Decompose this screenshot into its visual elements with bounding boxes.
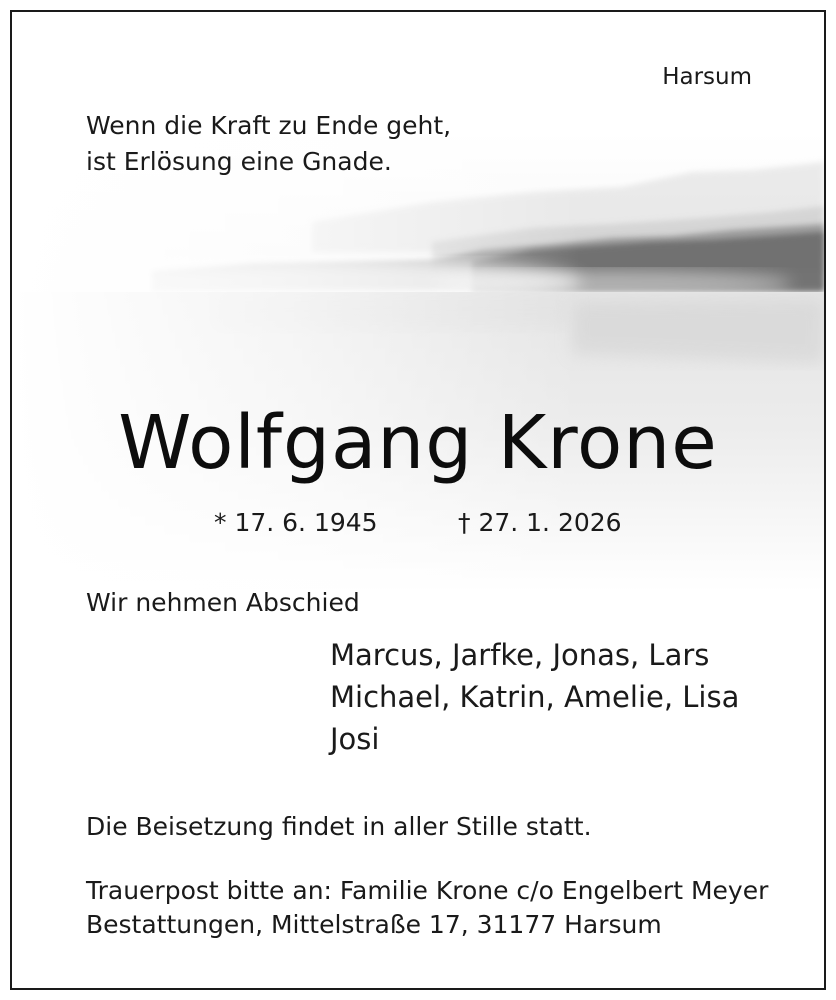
family-line: Josi bbox=[330, 722, 380, 756]
birth-date: * 17. 6. 1945 bbox=[214, 508, 378, 537]
obituary-notice bbox=[10, 10, 826, 990]
family-line: Michael, Katrin, Amelie, Lisa bbox=[330, 680, 740, 714]
condolence-address bbox=[86, 874, 768, 942]
address-line: Trauerpost bitte an: Familie Krone c/o Engelbert Meyer bbox=[86, 876, 769, 905]
address-line: Bestattungen, Mittelstraße 17, 31177 Harsum bbox=[86, 910, 662, 939]
quote-line: Wenn die Kraft zu Ende geht, bbox=[86, 111, 452, 140]
quote-line: ist Erlösung eine Gnade. bbox=[86, 147, 392, 176]
death-date: † 27. 1. 2026 bbox=[458, 508, 622, 537]
family-line: Marcus, Jarfke, Jonas, Lars bbox=[330, 638, 710, 672]
funeral-note: Die Beisetzung findet in aller Stille statt. bbox=[86, 812, 592, 841]
deceased-name: Wolfgang Krone bbox=[118, 400, 718, 486]
location-label: Harsum bbox=[662, 64, 752, 90]
quote bbox=[86, 108, 451, 180]
misty-lake-landscape-image bbox=[12, 132, 824, 592]
farewell-text: Wir nehmen Abschied bbox=[86, 588, 360, 617]
family-names bbox=[330, 634, 739, 760]
